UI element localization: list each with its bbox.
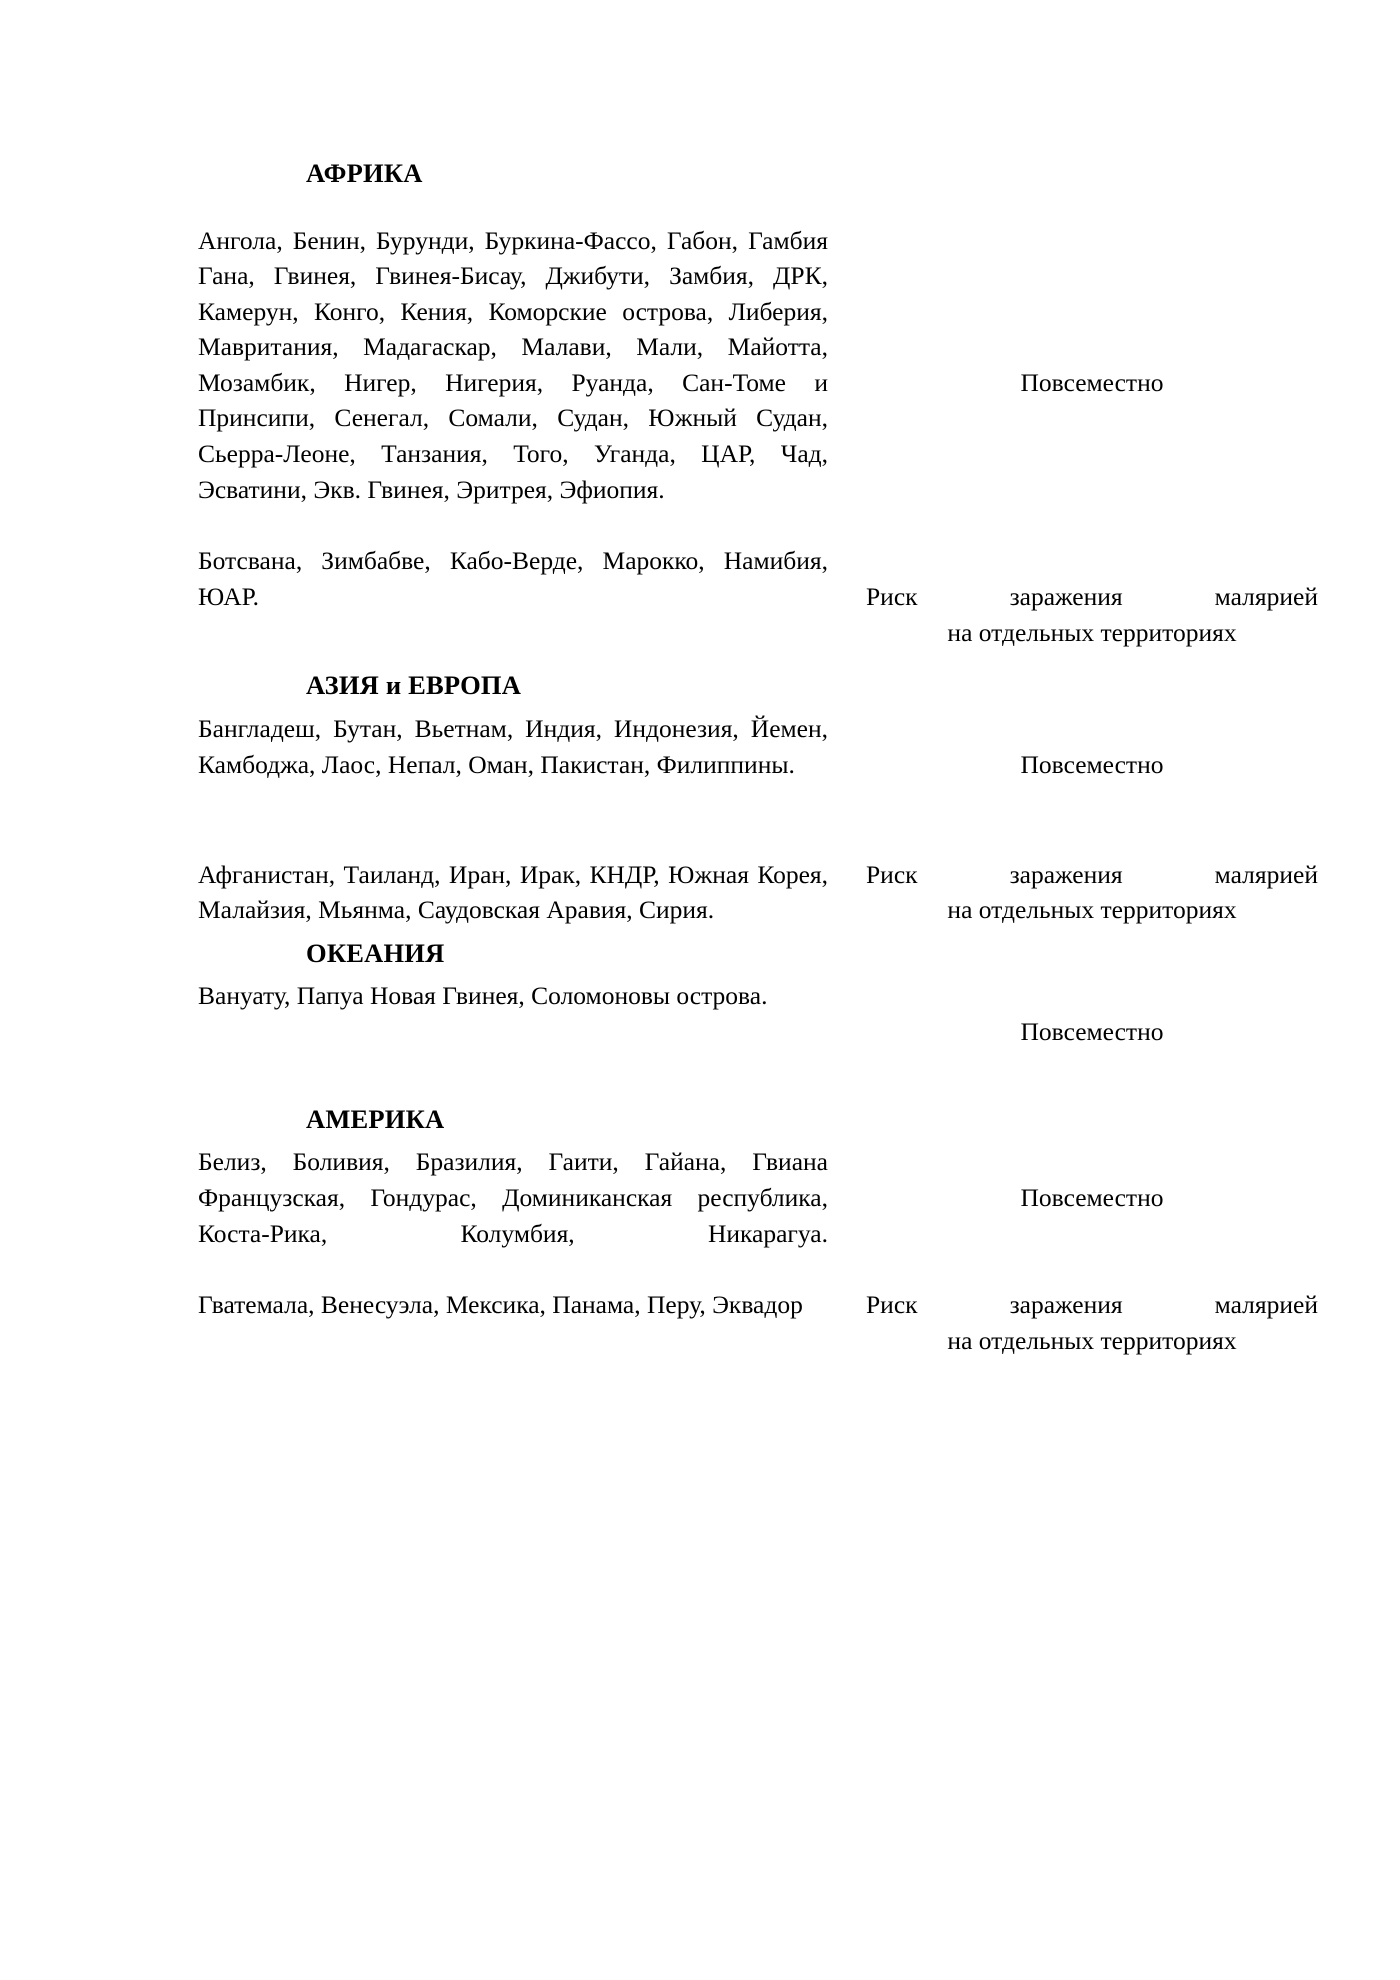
section-oceania xyxy=(198,937,1318,1050)
africa-country-list-cell xyxy=(198,223,828,508)
america-block-everywhere xyxy=(198,1144,1318,1251)
status-partial-risk-line1: Риск заражения малярией xyxy=(866,1290,1318,1320)
status-everywhere: Повсеместно xyxy=(1020,749,1164,779)
status-everywhere: Повсеместно xyxy=(1020,1183,1164,1213)
america-block-partial xyxy=(198,1287,1318,1358)
oceania-country-list: Вануату, Папуа Новая Гвинея, Соломоновы острова. xyxy=(198,981,768,1011)
asia-block-partial xyxy=(198,857,1318,928)
oceania-block-everywhere xyxy=(198,978,1318,1050)
status-everywhere: Повсеместно xyxy=(1020,367,1164,397)
africa-partial-country-list: Ботсвана, Зимбабве, Кабо-Верде, Марокко, Намибия, ЮАР. xyxy=(198,546,828,611)
status-partial-risk-line2: на отдельных территориях xyxy=(947,1325,1237,1355)
africa-country-list: Ангола, Бенин, Бурунди, Буркина-Фассо, Габон, Гамбия Гана, Гвинея, Гвинея-Бисау, Джибути, Замбия, ДРК, Камерун, Конго, Кения, Коморские острова, Либерия, Мавритания, Мадагаскар, Малави, Мали, Майотта, Мозамбик, Нигер, Нигерия, Руанда, Сан-Томе и Принсипи, Сенегал, Сомали, Судан, Южный Судан, Сьерра-Леоне, Танзания, Того, Уганда, ЦАР, Чад, Эсватини, Экв. Гвинея, Эритрея, Эфиопия. xyxy=(198,225,828,504)
america-partial-country-list-cell xyxy=(198,1287,828,1323)
section-africa xyxy=(198,160,1318,650)
status-partial-risk xyxy=(866,1287,1318,1358)
asia-partial-status-cell xyxy=(828,857,1318,928)
status-partial-risk xyxy=(866,579,1318,650)
america-partial-status-cell xyxy=(828,1287,1318,1358)
asia-block-everywhere xyxy=(198,711,1318,783)
section-heading-america: АМЕРИКА xyxy=(306,1103,445,1134)
africa-block-partial xyxy=(198,543,1318,650)
section-heading-africa: АФРИКА xyxy=(306,158,423,188)
oceania-country-list-cell xyxy=(198,978,828,1014)
section-america xyxy=(198,1103,1318,1358)
asia-partial-country-list: Афганистан, Таиланд, Иран, Ирак, КНДР, Южная Корея, Малайзия, Мьянма, Саудовская Аравия, Сирия. xyxy=(198,859,828,925)
status-partial-risk-line2: на отдельных территориях xyxy=(947,617,1237,647)
asia-partial-country-list-cell xyxy=(198,857,828,928)
section-asia-europe xyxy=(198,672,1318,927)
status-partial-risk-line2: на отдельных территориях xyxy=(947,895,1237,925)
status-everywhere: Повсеместно xyxy=(1020,1017,1164,1047)
section-heading-asia-europe: АЗИЯ и ЕВРОПА xyxy=(306,670,522,701)
america-partial-country-list: Гватемала, Венесуэла, Мексика, Панама, Перу, Эквадор xyxy=(198,1290,803,1320)
status-partial-risk-line1: Риск заражения малярией xyxy=(866,582,1318,612)
oceania-status-cell xyxy=(828,978,1318,1050)
status-partial-risk-line1: Риск заражения малярией xyxy=(866,859,1318,889)
africa-block-everywhere xyxy=(198,223,1318,508)
america-status-cell xyxy=(828,1144,1318,1216)
asia-country-list-cell xyxy=(198,711,828,782)
america-country-list-cell xyxy=(198,1144,828,1251)
document-content xyxy=(198,160,1318,1358)
section-heading-oceania: ОКЕАНИЯ xyxy=(306,937,445,968)
africa-status-cell xyxy=(828,223,1318,401)
status-partial-risk xyxy=(866,857,1318,928)
asia-country-list: Бангладеш, Бутан, Вьетнам, Индия, Индонезия, Йемен, Камбоджа, Лаос, Непал, Оман, Пакистан, Филиппины. xyxy=(198,713,828,779)
america-country-list: Белиз, Боливия, Бразилия, Гаити, Гайана, Гвиана Французская, Гондурас, Доминиканская республика, Коста-Рика, Колумбия, Никарагуа. xyxy=(198,1147,828,1248)
asia-status-cell xyxy=(828,711,1318,783)
africa-partial-status-cell xyxy=(828,543,1318,650)
africa-partial-country-list-cell xyxy=(198,543,828,614)
